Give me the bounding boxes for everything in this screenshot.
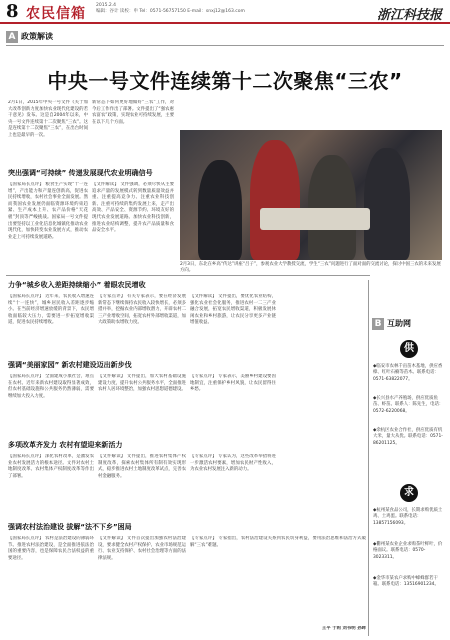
supply-item: ◆临安市农林千亩苗木基地，供应香樟、红叶石楠等苗木。联系电话：0571-63822077。: [373, 364, 443, 382]
s5-column-1: 【国家局长点评】 农村是法治建设的薄弱环节。推进农村法治建设，是全面推进依法治国的重要内容，也是保障农民合法权益的重要途径。: [8, 536, 94, 561]
supply-item: ◆长兴县水产养殖场，供应优质鱼苗、虾苗。联系人：陈先生，电话：0572-6220068。: [373, 396, 444, 414]
article-byline: 王平 于莉 刘书明 孙晖: [321, 626, 366, 631]
section-a-label: 政策解读: [21, 32, 53, 41]
page-number: 8: [6, 1, 19, 22]
demand-heading: 求: [400, 484, 418, 502]
s4-column-3: 【专家点评】 专家认为，这些改革举措将进一步激活农村要素，增加农民财产性收入，为农业农村发展注入新的动力。: [190, 454, 276, 473]
subhead-income: 力争“城乡收入差距持续缩小” 着眼农民增收: [8, 281, 146, 289]
subhead-rule-of-law: 强调农村法治建设 拔解“法不下乡”困局: [8, 523, 132, 531]
main-headline: 中央一号文件连续第十二次聚焦“三农”: [47, 69, 403, 93]
subhead-sustainable: 突出强调“可持续” 传递发展现代农业明确信号: [8, 169, 153, 177]
subhead-reform: 多项改革齐发力 农村有望迎来新活力: [8, 441, 123, 449]
intro-paragraph-1: 2月1日，2015年中央一号文件《关于加大改革创新力度加快农业现代化建设的若干意见》发布。这是自2004年以来，中央一号文件连续第十二次聚焦“三农”。这是连续第十二次聚焦“三农”，在出台时间上也是最早的一次。: [8, 100, 88, 138]
s3-column-1: 【国家局长点评】 全面建成小康社会，难点在农村。近年来新农村建设取得显著成效，但农村基础设施和公共服务仍然薄弱，需要继续加大投入力度。: [8, 374, 94, 399]
section-b-tag: [372, 318, 444, 330]
photo-caption: 2月3日，东北在乡高“传达”讲座“吕子”，参观农业大学教授交流，学生“三农”问题进行了面对面的交流讨论，探讨中国三农的未来发展方向。: [180, 262, 441, 273]
editor-contact: 编辑：谷计 读校：申 Tel：0571-56757150 E-mail：snxj12@163.com: [96, 9, 245, 14]
demand-item: ◆衢州某农业企业求购茶叶鲜叶，价格面议。联系电话：0570-3023311。: [373, 542, 443, 560]
s4-column-1: 【国家局长点评】 深化农村改革，是激发农业农村发展活力的根本途径。文件对农村土地制度改革、农村集体产权制度改革等作出了部署。: [8, 454, 94, 479]
news-photo: [180, 130, 442, 260]
masthead: [0, 0, 450, 24]
section-b-label: 互助网: [387, 319, 411, 328]
s2-column-3: 【文件解读】 文件提出，要优化农业结构，强化农业社会化服务，推进农村一二三产业融合发展，拓宽农民增收渠道，积极发展休闲农业和乡村旅游，让农民分享更多产业链增值收益。: [190, 294, 276, 326]
s3-column-3: 【专家点评】 专家表示，美丽乡村建设要因地制宜，注重保护乡村风貌，让农民留得住乡愁。: [190, 374, 276, 393]
s5-column-3: 【专家点评】 专家指出，农村法治建设关系到农民切身利益，要用法治思维和法治方式破解“三农”难题。: [190, 536, 366, 548]
s1-column-2: 【文件解读】 文件强调，必须尽快从主要追求产量的发展模式转到数量质量效益并重、注重提高竞争力、注重农业科技创新、注重可持续的集约发展上来，走产出高效、产品安全、资源节约、环境友好的现代农业发展道路。加快农业科技创新，推进农业结构调整，提升农产品质量和食品安全水平。: [92, 182, 174, 234]
s3-column-2: 【文件解读】 文件提出，加大农村基础设施建设力度，提升农村公共服务水平，全面推进农村人居环境整治，加强农村思想道德建设。: [98, 374, 186, 393]
supply-item: ◆余杭区农业合作社，供应优质有机大米，量大从优。联系电话：0571-86201125。: [373, 428, 443, 446]
s4-column-2: 【文件解读】 文件提出，推进农村集体产权制度改革，探索农村集体所有制有效实现形式，稳步推进农村土地制度改革试点，完善农村金融服务。: [98, 454, 186, 479]
s2-column-1: 【国家局长点评】 近年来，农民收入增速连续“十一连快”，城乡居民收入差距逐步缩小。在当前经济增速放缓的背景下，农民增收面临较大压力，需要进一步拓宽增收渠道，促进农民持续增收。: [8, 294, 94, 326]
demand-item: ◆杭州某食品公司，长期求购优质土鸡、土鸡蛋。联系电话：13857156093。: [373, 508, 443, 526]
newspaper-logo: 浙江科技报: [376, 8, 442, 23]
subhead-village: 强调“美丽家园” 新农村建设迈出新步伐: [8, 361, 132, 369]
section-a-tag: [6, 31, 110, 43]
section-a-badge: A: [6, 31, 18, 43]
intro-paragraph-2: 新常态下如何更好地做好“三农”工作，对今后工作作出了部署。文件提出了“强农惠农富农”政策，实现农业可持续发展，主要在以下几个方面。: [92, 100, 174, 125]
section-rule: [6, 45, 444, 46]
s5-column-2: 【文件解读】 文件首次提出加强农村法治建设，要求健全农村产权保护、农业市场规范运行、农业支持保护、农村社会治理等方面的法律法规。: [98, 536, 186, 561]
s2-column-2: 【专家点评】 有关专家表示，要在经济发展新常态下继续保持农民收入较快增长，必须多措并举，挖掘农业内部增收潜力，开辟农村二三产业增收空间，拓宽农村外部增收渠道，加大政策助农增收力度。: [98, 294, 186, 326]
section-b-badge: B: [372, 318, 384, 330]
demand-item: ◆金华市某农户求购中蜂蜂群若干箱。联系电话：13516901234。: [373, 576, 439, 588]
supply-heading: 供: [400, 340, 418, 358]
section-name: 农民信箱: [26, 6, 86, 22]
sidebar-divider: [368, 280, 369, 636]
issue-date: 2015.2.4: [96, 3, 117, 8]
masthead-meta: [96, 3, 245, 15]
s1-column-1: 【国家局长点评】 粮食生产实现“十一连增”，产出能力和产量连创新高，促进农民持续增收，农村社会事业全面发展。然而我国农业发展仍面临资源环境约束趋紧、生产成本上升、农产品价格“天花板”封顶等严峻挑战。国家局一号文件提出要坚持以工业化信息化城镇化推动农业现代化，加快转变农业发展方式，推动农业走上可持续发展道路。: [8, 182, 88, 240]
divider-1: [6, 275, 370, 276]
